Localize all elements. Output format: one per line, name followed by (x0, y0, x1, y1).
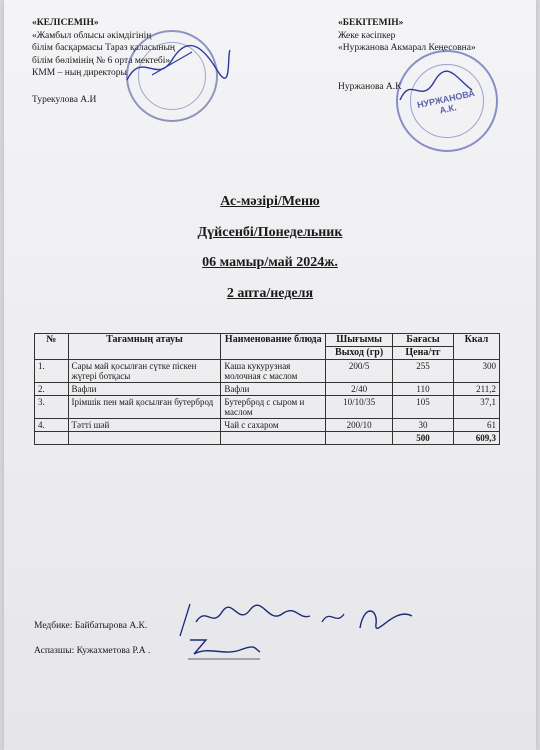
approval-right-heading: «БЕКІТЕМІН» (338, 18, 404, 28)
table-row (35, 419, 500, 432)
nurse-line (34, 621, 147, 631)
signature-left (122, 40, 232, 90)
header-price: Бағасы (393, 334, 454, 347)
nurse-label: Медбике: Байбатырова А.К. (34, 621, 148, 631)
cook-line (34, 646, 150, 656)
signature-cook (184, 632, 264, 662)
approval-left-line1: «Жамбыл облысы әкімдігінің (32, 30, 152, 41)
row-name-ru: Каша кукурузная молочная с маслом (221, 360, 326, 383)
stamp-right-text: НУРЖАНОВА А.К. (416, 88, 476, 116)
row-no: 4. (35, 419, 69, 432)
header-kcal: Ккал (453, 334, 499, 360)
approval-left-line4: КММ – ның директоры (32, 68, 127, 78)
table-row (35, 360, 500, 383)
row-no: 2. (35, 383, 69, 396)
approval-right-line1: Жеке кәсіпкер (338, 30, 396, 41)
cook-label: Аспазшы: Кужахметова Р.А . (34, 646, 151, 656)
row-kcal: 300 (453, 360, 499, 383)
row-yield: 2/40 (326, 383, 393, 396)
approval-right-signer: Нуржанова А.К (338, 81, 402, 92)
menu-table (34, 333, 500, 445)
approval-left-heading: «КЕЛІСЕМІН» (32, 18, 99, 28)
approval-left-signer: Турекулова А.И (32, 94, 97, 105)
row-kcal: 37,1 (453, 396, 499, 419)
table-total-row (35, 432, 500, 445)
header-price-sub: Цена/тг (393, 347, 454, 360)
header-name-kz: Тағамның атауы (68, 334, 221, 360)
document-page (4, 0, 536, 750)
total-kcal: 609,3 (453, 432, 499, 445)
row-name-ru: Бутерброд с сыром и маслом (221, 396, 326, 419)
row-name-ru: Чай с сахаром (221, 419, 326, 432)
row-price: 30 (393, 419, 454, 432)
header-yield: Шығымы (326, 334, 393, 347)
approval-right-line2: «Нуржанова Акмарал Кеңесовна» (338, 43, 476, 53)
day-title: Дүйсенбі/Понедельник (197, 225, 343, 240)
table-row (35, 396, 500, 419)
row-no: 3. (35, 396, 69, 419)
row-yield: 200/5 (326, 360, 393, 383)
header-name-ru: Наименование блюда (221, 334, 326, 360)
header-yield-sub: Выход (гр) (326, 347, 393, 360)
menu-title: Ас-мәзірі/Меню (220, 194, 320, 209)
row-no: 1. (35, 360, 69, 383)
date-title: 06 мамыр/май 2024ж. (202, 255, 338, 270)
approval-left-line3: білім бөлімінің № 6 орта мектебі» (32, 55, 171, 66)
row-yield: 200/10 (326, 419, 393, 432)
row-name-kz: Тәтті шәй (68, 419, 221, 432)
row-name-kz: Ірімшік пен май қосылған бутерброд (68, 396, 221, 419)
table-header-row (35, 334, 500, 347)
table-row (35, 383, 500, 396)
row-price: 105 (393, 396, 454, 419)
row-name-kz: Сары май қосылған сүтке піскен жүгері ботқасы (68, 360, 221, 383)
approval-left-line2: білім басқармасы Тараз қаласының (32, 43, 175, 53)
row-price: 255 (393, 360, 454, 383)
row-yield: 10/10/35 (326, 396, 393, 419)
row-name-ru: Вафли (221, 383, 326, 396)
total-price: 500 (393, 432, 454, 445)
row-kcal: 61 (453, 419, 499, 432)
signature-right (396, 70, 476, 110)
row-price: 110 (393, 383, 454, 396)
row-name-kz: Вафли (68, 383, 221, 396)
row-kcal: 211,2 (453, 383, 499, 396)
header-no: № (35, 334, 69, 360)
week-title: 2 апта/неделя (226, 286, 314, 301)
